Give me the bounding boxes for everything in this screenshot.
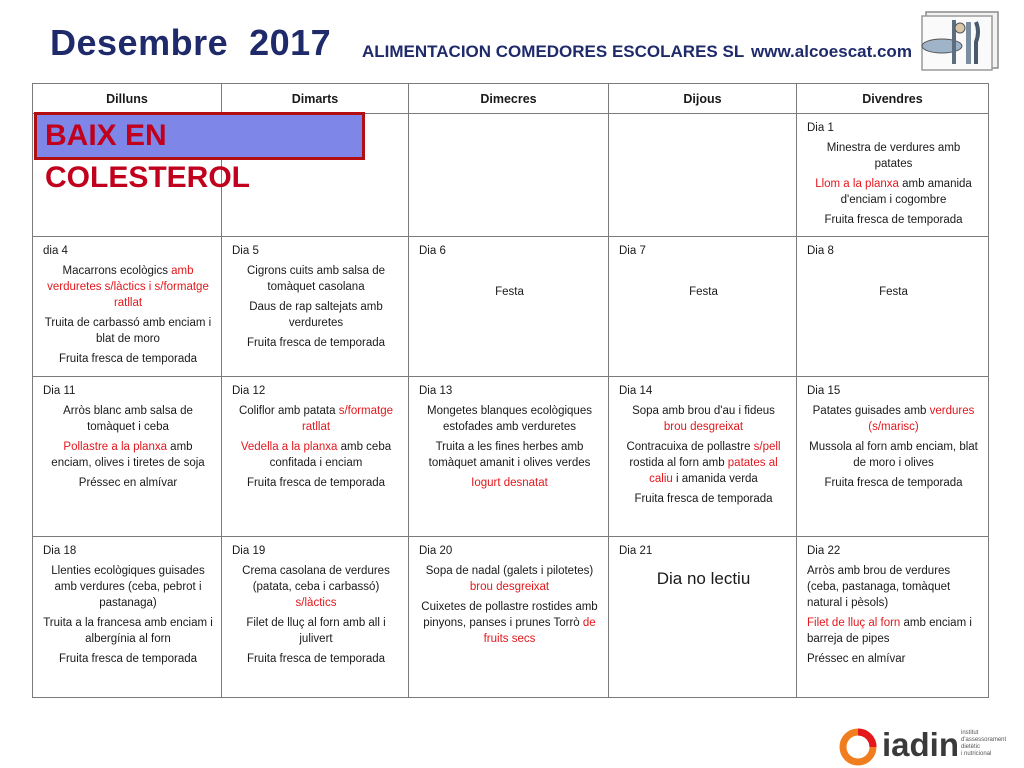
dish-text: Mussola al forn amb enciam, blat de moro i olives (809, 441, 978, 469)
day-label: Dia 13 (419, 385, 453, 397)
day-label: Dia 20 (419, 545, 453, 557)
dish-text: Préssec en almívar (78, 477, 178, 489)
weekday-header: Dimecres (409, 84, 609, 114)
day-label: Dia 11 (43, 385, 76, 397)
dish-item (807, 212, 980, 228)
dish-note-highlight: Vedella a la planxa (240, 441, 338, 453)
dish-item (807, 651, 980, 667)
dish-text: Minestra de verdures amb patates (826, 142, 961, 170)
dish-note-highlight: de fruits secs (483, 617, 596, 645)
day-cell (409, 114, 609, 237)
week-row (33, 537, 989, 698)
dish-item (619, 491, 788, 507)
day-cell (222, 237, 409, 377)
dish-text: Arròs blanc amb salsa de tomàquet i ceba (63, 405, 193, 433)
dish-text: rostida al forn amb (629, 457, 728, 469)
day-label: Dia 7 (619, 245, 646, 257)
dish-text: Préssec en almívar (807, 653, 906, 665)
dish-text: Sopa de nadal (galets i pilotetes) (425, 565, 594, 577)
dish-item (43, 651, 213, 667)
weekday-header: Dilluns (33, 84, 222, 114)
dish-text: Contracuixa de pollastre (626, 441, 754, 453)
dish-item (43, 351, 213, 367)
dish-text: Crema casolana de verdures (patata, ceba i carbassó) (242, 565, 390, 593)
dish-text: Fruita fresca de temporada (246, 653, 386, 665)
dish-text: Truita a la francesa amb enciam i albergínia al forn (43, 617, 213, 645)
dish-item (619, 439, 788, 487)
dish-text: Fruita fresca de temporada (824, 477, 963, 489)
dish-text: Llenties ecològiques guisades amb verdures (ceba, pebrot i pastanaga) (51, 565, 205, 609)
weekday-header-row (33, 84, 989, 114)
dish-text: i amanida verda (672, 473, 758, 485)
day-cell (409, 537, 609, 698)
dish-note-highlight: Pollastre a la planxa (63, 441, 167, 453)
dish-note-highlight: amb verduretes s/làctics i s/formatge ratllat (47, 265, 209, 309)
day-label: Dia 14 (619, 385, 653, 397)
dish-item (232, 335, 400, 351)
website-link[interactable]: www.alcoescat.com (751, 42, 912, 61)
dish-text: Fruita fresca de temporada (246, 477, 386, 489)
holiday-label: Festa (879, 286, 908, 298)
day-cell (33, 377, 222, 537)
dish-text: Mongetes blanques ecològiques estofades amb verduretes (427, 405, 592, 433)
weekday-header: Dijous (609, 84, 797, 114)
dish-item (807, 439, 980, 471)
dish-item (419, 599, 600, 647)
dish-item (419, 439, 600, 471)
dish-text: Cuixetes de pollastre rostides amb pinyons, panses i prunes Torrò (421, 601, 598, 629)
day-label: Dia 12 (232, 385, 266, 397)
dish-note-highlight: s/formatge ratllat (301, 405, 394, 433)
dish-text: Daus de rap saltejats amb verduretes (249, 301, 383, 329)
day-label: Dia 15 (807, 385, 841, 397)
iadin-logo (838, 724, 1007, 768)
cutlery-logo-icon (918, 8, 1000, 72)
day-cell (222, 377, 409, 537)
day-label: Dia 21 (619, 545, 653, 557)
dish-item (232, 475, 400, 491)
dish-item (43, 439, 213, 471)
dish-item (43, 615, 213, 647)
dish-note-highlight: verdures (s/marisc) (868, 405, 975, 433)
dish-text: Cigrons cuits amb salsa de tomàquet casolana (246, 265, 386, 293)
day-label: Dia 19 (232, 545, 266, 557)
dish-text: Fruita fresca de temporada (634, 493, 773, 505)
dish-text: Arròs amb brou de verdures (ceba, pastanaga, tomàquet natural i pèsols) (807, 565, 951, 609)
dish-text: Fruita fresca de temporada (58, 653, 198, 665)
iadin-logo-subtitle: institut d'assessorament dietètic i nutricional (961, 730, 1007, 757)
dish-text: Truita de carbassó amb enciam i blat de moro (44, 317, 212, 345)
dish-item (807, 563, 980, 611)
dish-text: amb enciam, olives i tiretes de soja (51, 441, 205, 469)
company-name: ALIMENTACION COMEDORES ESCOLARES SL (362, 42, 745, 61)
dish-item (232, 263, 400, 295)
dish-item (419, 475, 600, 491)
dish-text: amb ceba confitada i enciam (269, 441, 392, 469)
dish-item (419, 563, 600, 595)
dish-item (807, 176, 980, 208)
dish-item (807, 615, 980, 647)
dish-item (43, 315, 213, 347)
dish-item (232, 299, 400, 331)
dish-item (807, 475, 980, 491)
dish-item (619, 403, 788, 435)
menu-body (33, 114, 989, 698)
day-cell (797, 377, 989, 537)
holiday-label: Festa (689, 286, 718, 298)
no-school-day-label: Dia no lectiu (656, 569, 751, 588)
day-cell (409, 377, 609, 537)
dish-text: Fruita fresca de temporada (824, 214, 963, 226)
dish-note-highlight: Iogurt desnatat (471, 477, 548, 489)
dish-note-highlight: brou desgreixat (663, 421, 744, 433)
dish-note-highlight: Filet de lluç al forn (807, 617, 901, 629)
day-label: Dia 6 (419, 245, 446, 257)
day-label: Dia 22 (807, 545, 841, 557)
dish-item (807, 403, 980, 435)
dish-item (807, 140, 980, 172)
dish-item (43, 403, 213, 435)
day-cell (797, 537, 989, 698)
day-cell (609, 537, 797, 698)
dish-text: Coliflor amb patata (238, 405, 339, 417)
day-cell (609, 237, 797, 377)
dish-text: Sopa amb brou d'au i fideus (632, 405, 775, 417)
dish-note-highlight: brou desgreixat (469, 581, 550, 593)
day-cell (33, 237, 222, 377)
weekday-header: Divendres (797, 84, 989, 114)
day-cell (33, 537, 222, 698)
weekday-header: Dimarts (222, 84, 409, 114)
dish-item (232, 439, 400, 471)
day-cell (609, 377, 797, 537)
week-row (33, 377, 989, 537)
dish-item (232, 563, 400, 611)
day-cell (409, 237, 609, 377)
day-cell (797, 114, 989, 237)
dish-item (232, 615, 400, 647)
dish-item (43, 263, 213, 311)
day-label: dia 4 (43, 245, 68, 257)
dish-item (232, 651, 400, 667)
dish-item (43, 475, 213, 491)
dish-text: amb enciam i barreja de pipes (807, 617, 972, 645)
day-cell (797, 237, 989, 377)
page-title: Desembre 2017 (50, 22, 332, 63)
day-cell (609, 114, 797, 237)
dish-text: Patates guisades amb (812, 405, 930, 417)
week-row (33, 237, 989, 377)
dish-text: Filet de lluç al forn amb all i julivert (246, 617, 386, 645)
dish-text: Fruita fresca de temporada (58, 353, 198, 365)
low-cholesterol-banner: BAIX EN COLESTEROL (34, 112, 365, 160)
dish-text: Macarrons ecològics (62, 265, 172, 277)
dish-text: Truita a les fines herbes amb tomàquet amanit i olives verdes (428, 441, 591, 469)
dish-item (43, 563, 213, 611)
dish-item (232, 403, 400, 435)
day-label: Dia 1 (807, 122, 834, 134)
dish-note-highlight: s/làctics (295, 597, 337, 609)
dish-text: amb amanida d'enciam i cogombre (840, 178, 972, 206)
dish-item (419, 403, 600, 435)
dish-note-highlight: Llom a la planxa (815, 178, 899, 190)
day-label: Dia 18 (43, 545, 77, 557)
iadin-ring-icon (838, 727, 878, 767)
day-label: Dia 5 (232, 245, 259, 257)
dish-text: Fruita fresca de temporada (246, 337, 386, 349)
day-cell (222, 537, 409, 698)
dish-note-highlight: patates al caliu (649, 457, 778, 485)
day-label: Dia 8 (807, 245, 834, 257)
dish-note-highlight: s/pell (753, 441, 781, 453)
iadin-logo-text: iadin (882, 726, 960, 763)
holiday-label: Festa (495, 286, 524, 298)
